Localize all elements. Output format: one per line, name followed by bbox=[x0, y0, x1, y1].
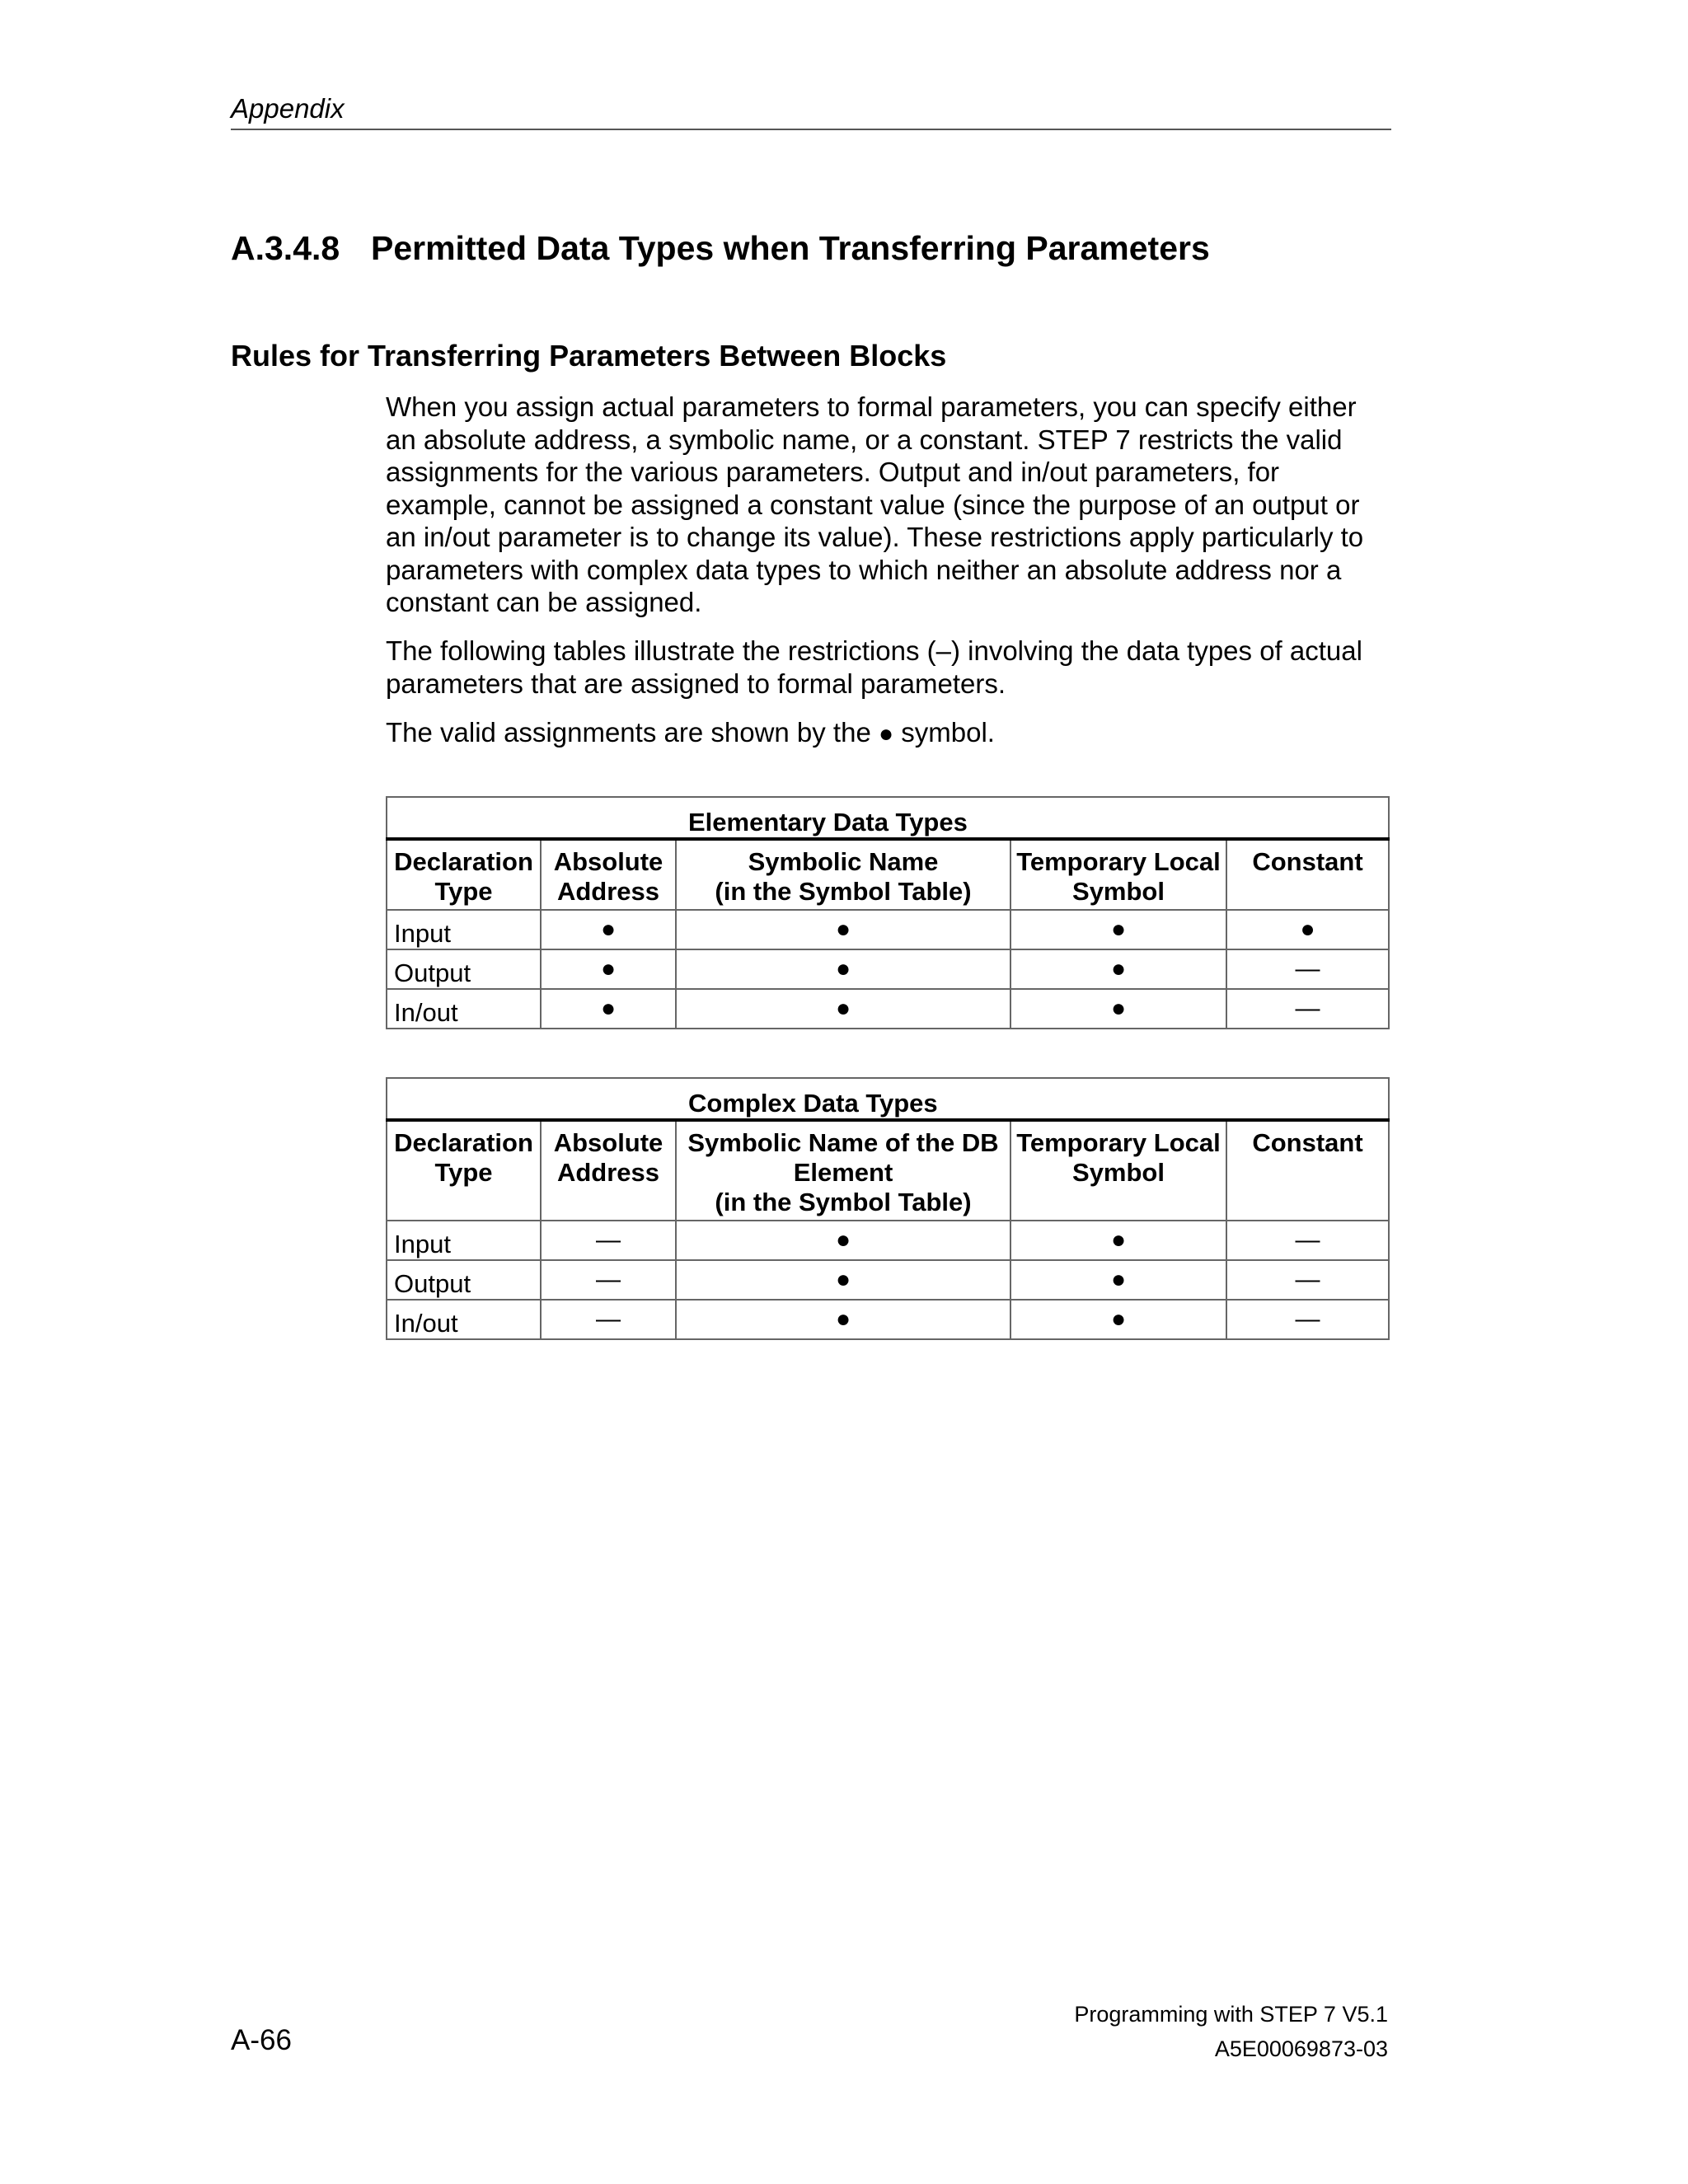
header-line: Declaration bbox=[394, 847, 533, 876]
cell-mark: — bbox=[541, 1260, 676, 1300]
cell-mark: — bbox=[1226, 949, 1389, 989]
column-header-temporary-local-symbol bbox=[1010, 839, 1226, 910]
cell-mark: ● bbox=[676, 1260, 1010, 1300]
header-line: Absolute bbox=[553, 1128, 663, 1157]
cell-mark: ● bbox=[541, 949, 676, 989]
cell-mark: ● bbox=[676, 1221, 1010, 1260]
row-label: Output bbox=[387, 949, 541, 989]
cell-mark: ● bbox=[676, 949, 1010, 989]
header-line: Symbolic Name bbox=[748, 847, 939, 876]
column-header-absolute-address bbox=[541, 1120, 676, 1221]
header-line: Symbolic Name of the DB bbox=[687, 1128, 999, 1157]
elementary-data-types-table bbox=[386, 796, 1390, 1029]
cell-mark: ● bbox=[541, 910, 676, 949]
section-number: A.3.4.8 bbox=[231, 229, 340, 267]
table-row bbox=[387, 1300, 1389, 1339]
table-row bbox=[387, 949, 1389, 989]
subheading: Rules for Transferring Parameters Between Blocks bbox=[231, 339, 947, 373]
running-head: Appendix bbox=[231, 92, 1391, 130]
row-label: In/out bbox=[387, 989, 541, 1029]
table-row bbox=[387, 910, 1389, 949]
header-line: Constant bbox=[1252, 1128, 1363, 1157]
table-row bbox=[387, 1260, 1389, 1300]
cell-mark: ● bbox=[1010, 1221, 1226, 1260]
valid-text-before: The valid assignments are shown by the bbox=[386, 717, 871, 748]
header-line: Declaration bbox=[394, 1128, 533, 1157]
cell-mark: ● bbox=[676, 989, 1010, 1029]
table-caption: Complex Data Types bbox=[387, 1078, 1389, 1120]
column-header-constant bbox=[1226, 839, 1389, 910]
column-header-temporary-local-symbol bbox=[1010, 1120, 1226, 1221]
row-label: Input bbox=[387, 1221, 541, 1260]
column-header-symbolic-name-db-element bbox=[676, 1120, 1010, 1221]
cell-mark: ● bbox=[1226, 910, 1389, 949]
header-line: Symbol bbox=[1072, 877, 1165, 906]
header-line: Temporary Local bbox=[1016, 1128, 1221, 1157]
cell-mark: ● bbox=[541, 989, 676, 1029]
header-line: Type bbox=[434, 877, 493, 906]
cell-mark: ● bbox=[1010, 949, 1226, 989]
header-line: Symbol bbox=[1072, 1158, 1165, 1187]
valid-text-after: symbol. bbox=[901, 717, 995, 748]
section-heading bbox=[231, 227, 1210, 269]
footer-doc-title: Programming with STEP 7 V5.1 bbox=[1074, 2002, 1388, 2027]
paragraph-restrictions: The following tables illustrate the restrictions (–) involving the data types of actual parameters that are assigned to formal parameters. bbox=[386, 635, 1362, 699]
footer-doc-number: A5E00069873-03 bbox=[1214, 2036, 1388, 2061]
cell-mark: — bbox=[541, 1300, 676, 1339]
cell-mark: ● bbox=[676, 1300, 1010, 1339]
header-line: (in the Symbol Table) bbox=[715, 877, 972, 906]
row-label: In/out bbox=[387, 1300, 541, 1339]
cell-mark: ● bbox=[676, 910, 1010, 949]
table-row bbox=[387, 989, 1389, 1029]
valid-bullet-icon: ● bbox=[878, 720, 894, 748]
paragraph-valid-symbol bbox=[386, 716, 1391, 751]
cell-mark: — bbox=[1226, 1300, 1389, 1339]
cell-mark: — bbox=[1226, 1221, 1389, 1260]
header-line: Type bbox=[434, 1158, 493, 1187]
table-caption: Elementary Data Types bbox=[387, 797, 1389, 839]
cell-mark: ● bbox=[1010, 1260, 1226, 1300]
cell-mark: — bbox=[1226, 1260, 1389, 1300]
header-line: (in the Symbol Table) bbox=[715, 1188, 972, 1216]
paragraph-intro: When you assign actual parameters to formal parameters, you can specify either an absolute address, a symbolic name, or a constant. STEP 7 restricts the valid assignments for the various parameters. Output and in/out parameters, for example, cannot be assigned a constant value (since the purpose of an output or an in/out parameter is to change its value). These restrictions apply particularly to parameters with complex data types to which neither an absolute address nor a constant can be assigned. bbox=[386, 391, 1364, 617]
header-line: Constant bbox=[1252, 847, 1363, 876]
column-header-declaration-type bbox=[387, 1120, 541, 1221]
complex-data-types-table bbox=[386, 1077, 1390, 1340]
header-line: Element bbox=[793, 1158, 893, 1187]
page-number: A-66 bbox=[231, 2024, 292, 2056]
cell-mark: ● bbox=[1010, 989, 1226, 1029]
cell-mark: ● bbox=[1010, 1300, 1226, 1339]
row-label: Output bbox=[387, 1260, 541, 1300]
header-line: Address bbox=[556, 877, 660, 906]
cell-mark: — bbox=[1226, 989, 1389, 1029]
column-header-constant bbox=[1226, 1120, 1389, 1221]
column-header-absolute-address bbox=[541, 839, 676, 910]
column-header-symbolic-name bbox=[676, 839, 1010, 910]
header-line: Absolute bbox=[553, 847, 663, 876]
cell-mark: — bbox=[541, 1221, 676, 1260]
header-line: Address bbox=[556, 1158, 660, 1187]
column-header-declaration-type bbox=[387, 839, 541, 910]
row-label: Input bbox=[387, 910, 541, 949]
section-title: Permitted Data Types when Transferring Parameters bbox=[371, 229, 1210, 267]
header-line: Temporary Local bbox=[1016, 847, 1221, 876]
cell-mark: ● bbox=[1010, 910, 1226, 949]
table-row bbox=[387, 1221, 1389, 1260]
